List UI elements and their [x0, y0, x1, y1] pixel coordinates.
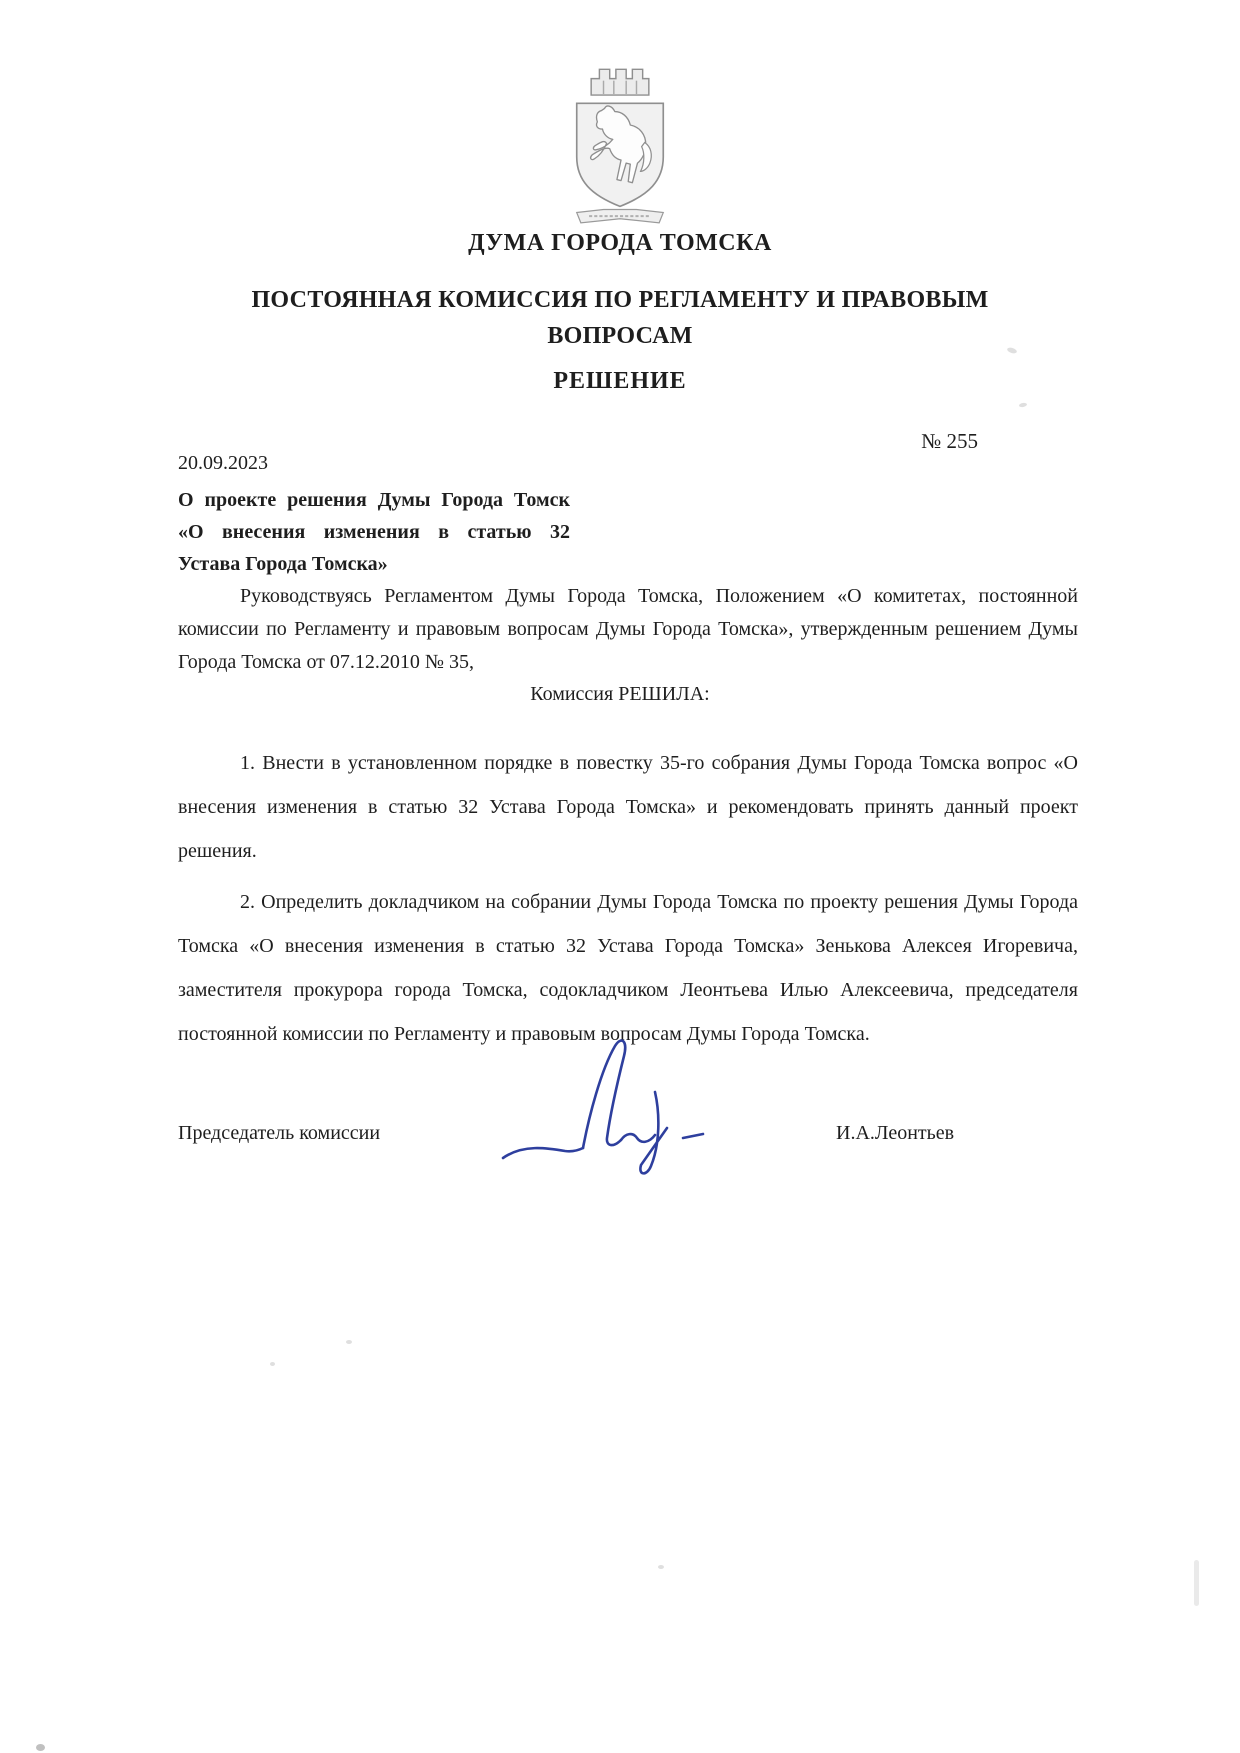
signature-role: Председатель комиссии	[178, 1122, 381, 1144]
org-title: ДУМА ГОРОДА ТОМСКА	[468, 230, 772, 256]
document-number: № 255	[921, 429, 978, 453]
scan-artifact	[36, 1744, 45, 1751]
resolution-items	[178, 741, 1078, 1063]
crown-icon	[591, 69, 649, 95]
commission-title: ПОСТОЯННАЯ КОМИССИЯ ПО РЕГЛАМЕНТУ И ПРАВОВЫМ ВОПРОСАМ	[251, 287, 989, 349]
document-date: 20.09.2023	[178, 452, 268, 474]
tomsk-coat-of-arms-icon	[558, 58, 682, 228]
scan-artifact	[1019, 402, 1028, 407]
shield-icon	[577, 103, 664, 206]
resolution-heading: Комиссия РЕШИЛА:	[530, 683, 710, 705]
resolution-item-1: 1. Внести в установленном порядке в повестку 35-го собрания Думы Города Томска вопрос «О внесения изменения в статью 32 Устава Города Томска» и рекомендовать принять данный проект решения.	[178, 752, 1078, 862]
signatory-name: И.А.Леонтьев	[836, 1122, 955, 1144]
scan-artifact	[1194, 1560, 1199, 1606]
scan-artifact	[270, 1362, 275, 1366]
scan-artifact	[658, 1565, 664, 1569]
scan-artifact	[346, 1340, 352, 1344]
resolution-item-2: 2. Определить докладчиком на собрании Думы Города Томска по проекту решения Думы Города Томска «О внесения изменения в статью 32 Устава Города Томска» Зенькова Алексея Игоревича, заместителя прокурора города Томска, содокладчиком Леонтьева Илью Алексеевича, председателя постоянной комиссии по Регламенту и правовым вопросам Думы Города Томска.	[178, 891, 1078, 1045]
document-subject: О проекте решения Думы Города Томск «О внесения изменения в статью 32 Устава Города Томска»	[178, 489, 570, 575]
document-type-title: РЕШЕНИЕ	[553, 368, 687, 394]
ribbon-icon	[577, 209, 664, 222]
signature-ink	[495, 1030, 733, 1188]
preamble-paragraph: Руководствуясь Регламентом Думы Города Томска, Положением «О комитетах, постоянной комиссии по Регламенту и правовым вопросам Думы Города Томска», утвержденным решением Думы Города Томска от 07.12.2010 № 35,	[178, 585, 1078, 673]
